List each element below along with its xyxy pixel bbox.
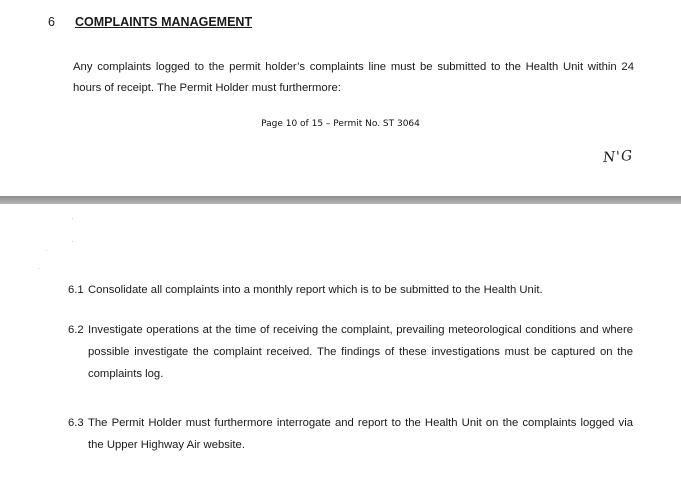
document-page-upper xyxy=(0,0,681,196)
scan-speck xyxy=(72,218,73,219)
scan-speck xyxy=(38,268,39,269)
item-text: Investigate operations at the time of receiving the complaint, prevailing meteorological conditions and where possible investigate the complaint received. The findings of these investigations must be captured on the complaints log. xyxy=(88,324,633,380)
section-title: COMPLAINTS MANAGEMENT xyxy=(75,15,253,29)
page-divider xyxy=(0,196,681,204)
document-page-lower xyxy=(0,204,681,481)
handwritten-initials: N'G xyxy=(602,147,634,167)
list-item xyxy=(68,279,633,301)
list-item xyxy=(68,412,633,456)
section-intro-paragraph: Any complaints logged to the permit holder’s complaints line must be submitted to the Health Unit within 24 hours of receipt. The Permit Holder must furthermore: xyxy=(73,61,634,94)
item-number: 6.1 xyxy=(68,284,84,296)
scan-speck xyxy=(46,250,47,251)
section-number: 6 xyxy=(48,15,55,29)
list-item xyxy=(68,319,633,385)
item-text: Consolidate all complaints into a monthly report which is to be submitted to the Health Unit. xyxy=(88,284,543,296)
scan-speck xyxy=(72,241,73,242)
item-text: The Permit Holder must furthermore interrogate and report to the Health Unit on the complaints logged via the Upper Highway Air website. xyxy=(88,417,633,451)
item-number: 6.2 xyxy=(68,324,84,336)
item-number: 6.3 xyxy=(68,417,84,429)
page-footer: Page 10 of 15 – Permit No. ST 3064 xyxy=(261,119,420,129)
